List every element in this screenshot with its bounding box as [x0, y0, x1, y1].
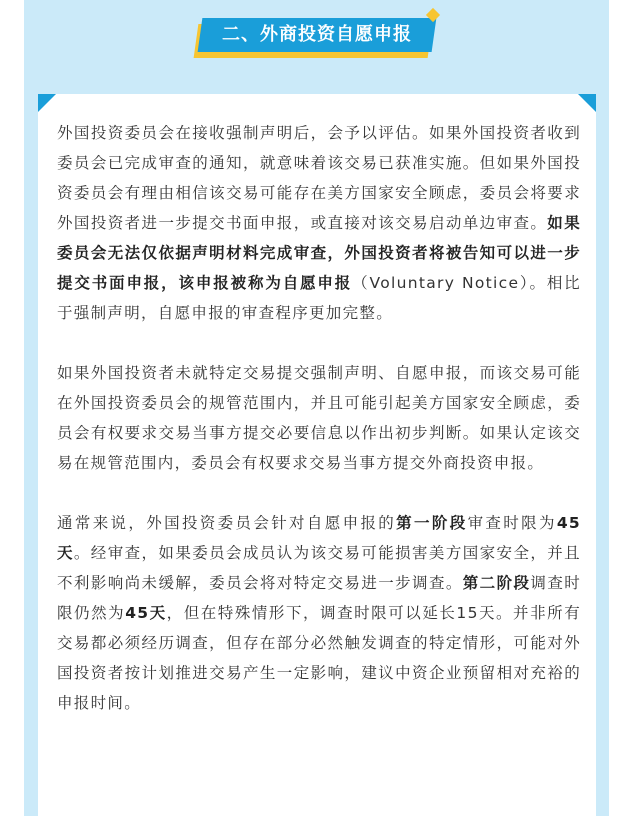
paragraph-3-bold-days-2: 45天 [125, 604, 167, 622]
paragraph-3-bold-days-1: 45天 [57, 514, 581, 562]
corner-triangle-left-icon [38, 94, 56, 112]
paragraph-3-text-d: 调查时限仍然为 [57, 574, 582, 622]
paragraph-3-bold-stage-1: 第一阶段 [396, 514, 468, 532]
paragraph-3-text-c: 。经审查，如果委员会成员认为该交易可能损害美方国家安全，并且不利影响尚未缓解，委员会将对特定交易进一步调查。 [57, 544, 581, 592]
paragraph-1-text: 外国投资委员会在接收强制声明后，会予以评估。如果外国投资者收到委员会已完成审查的通知，就意味着该交易已获准实施。但如果外国投资委员会有理由相信该交易可能存在美方国家安全顾虑，委员会将要求外国投资者进一步提交书面申报，或直接对该交易启动单边审查。 [57, 124, 581, 232]
section-title: 二、外商投资自愿申报 [222, 24, 412, 45]
paragraph-3-bold-stage-2: 第二阶段 [462, 574, 531, 592]
paragraph-2-text: 如果外国投资者未就特定交易提交强制声明、自愿申报，而该交易可能在外国投资委员会的规管范围内，并且可能引起美方国家安全顾虑，委员会有权要求交易当事方提交必要信息以作出初步判断。如果认定该交易在规管范围内，委员会有权要求交易当事方提交外商投资申报。 [57, 364, 581, 472]
paragraph-3-text-a: 通常来说，外国投资委员会针对自愿申报的 [57, 514, 397, 532]
paragraph-1 [57, 118, 581, 328]
article-body [57, 118, 581, 748]
paragraph-2 [57, 358, 581, 478]
paragraph-1-bold: 如果委员会无法仅依据声明材料完成审查，外国投资者将被告知可以进一步提交书面申报，该申报被称为自愿申报 [57, 214, 582, 292]
paragraph-3-text-e: ，但在特殊情形下，调查时限可以延长15天。并非所有交易都必须经历调查，但存在部分必然触发调查的特定情形，可能对外国投资者按计划推进交易产生一定影响，建议中资企业预留相对充裕的申报时间。 [57, 604, 581, 712]
paragraph-3 [57, 508, 581, 718]
corner-triangle-right-icon [578, 94, 596, 112]
section-banner [200, 18, 434, 56]
paragraph-3-text-b: 审查时限为 [467, 514, 557, 532]
paragraph-1-text-end: （Voluntary Notice）。相比于强制声明，自愿申报的审查程序更加完整。 [57, 274, 581, 322]
